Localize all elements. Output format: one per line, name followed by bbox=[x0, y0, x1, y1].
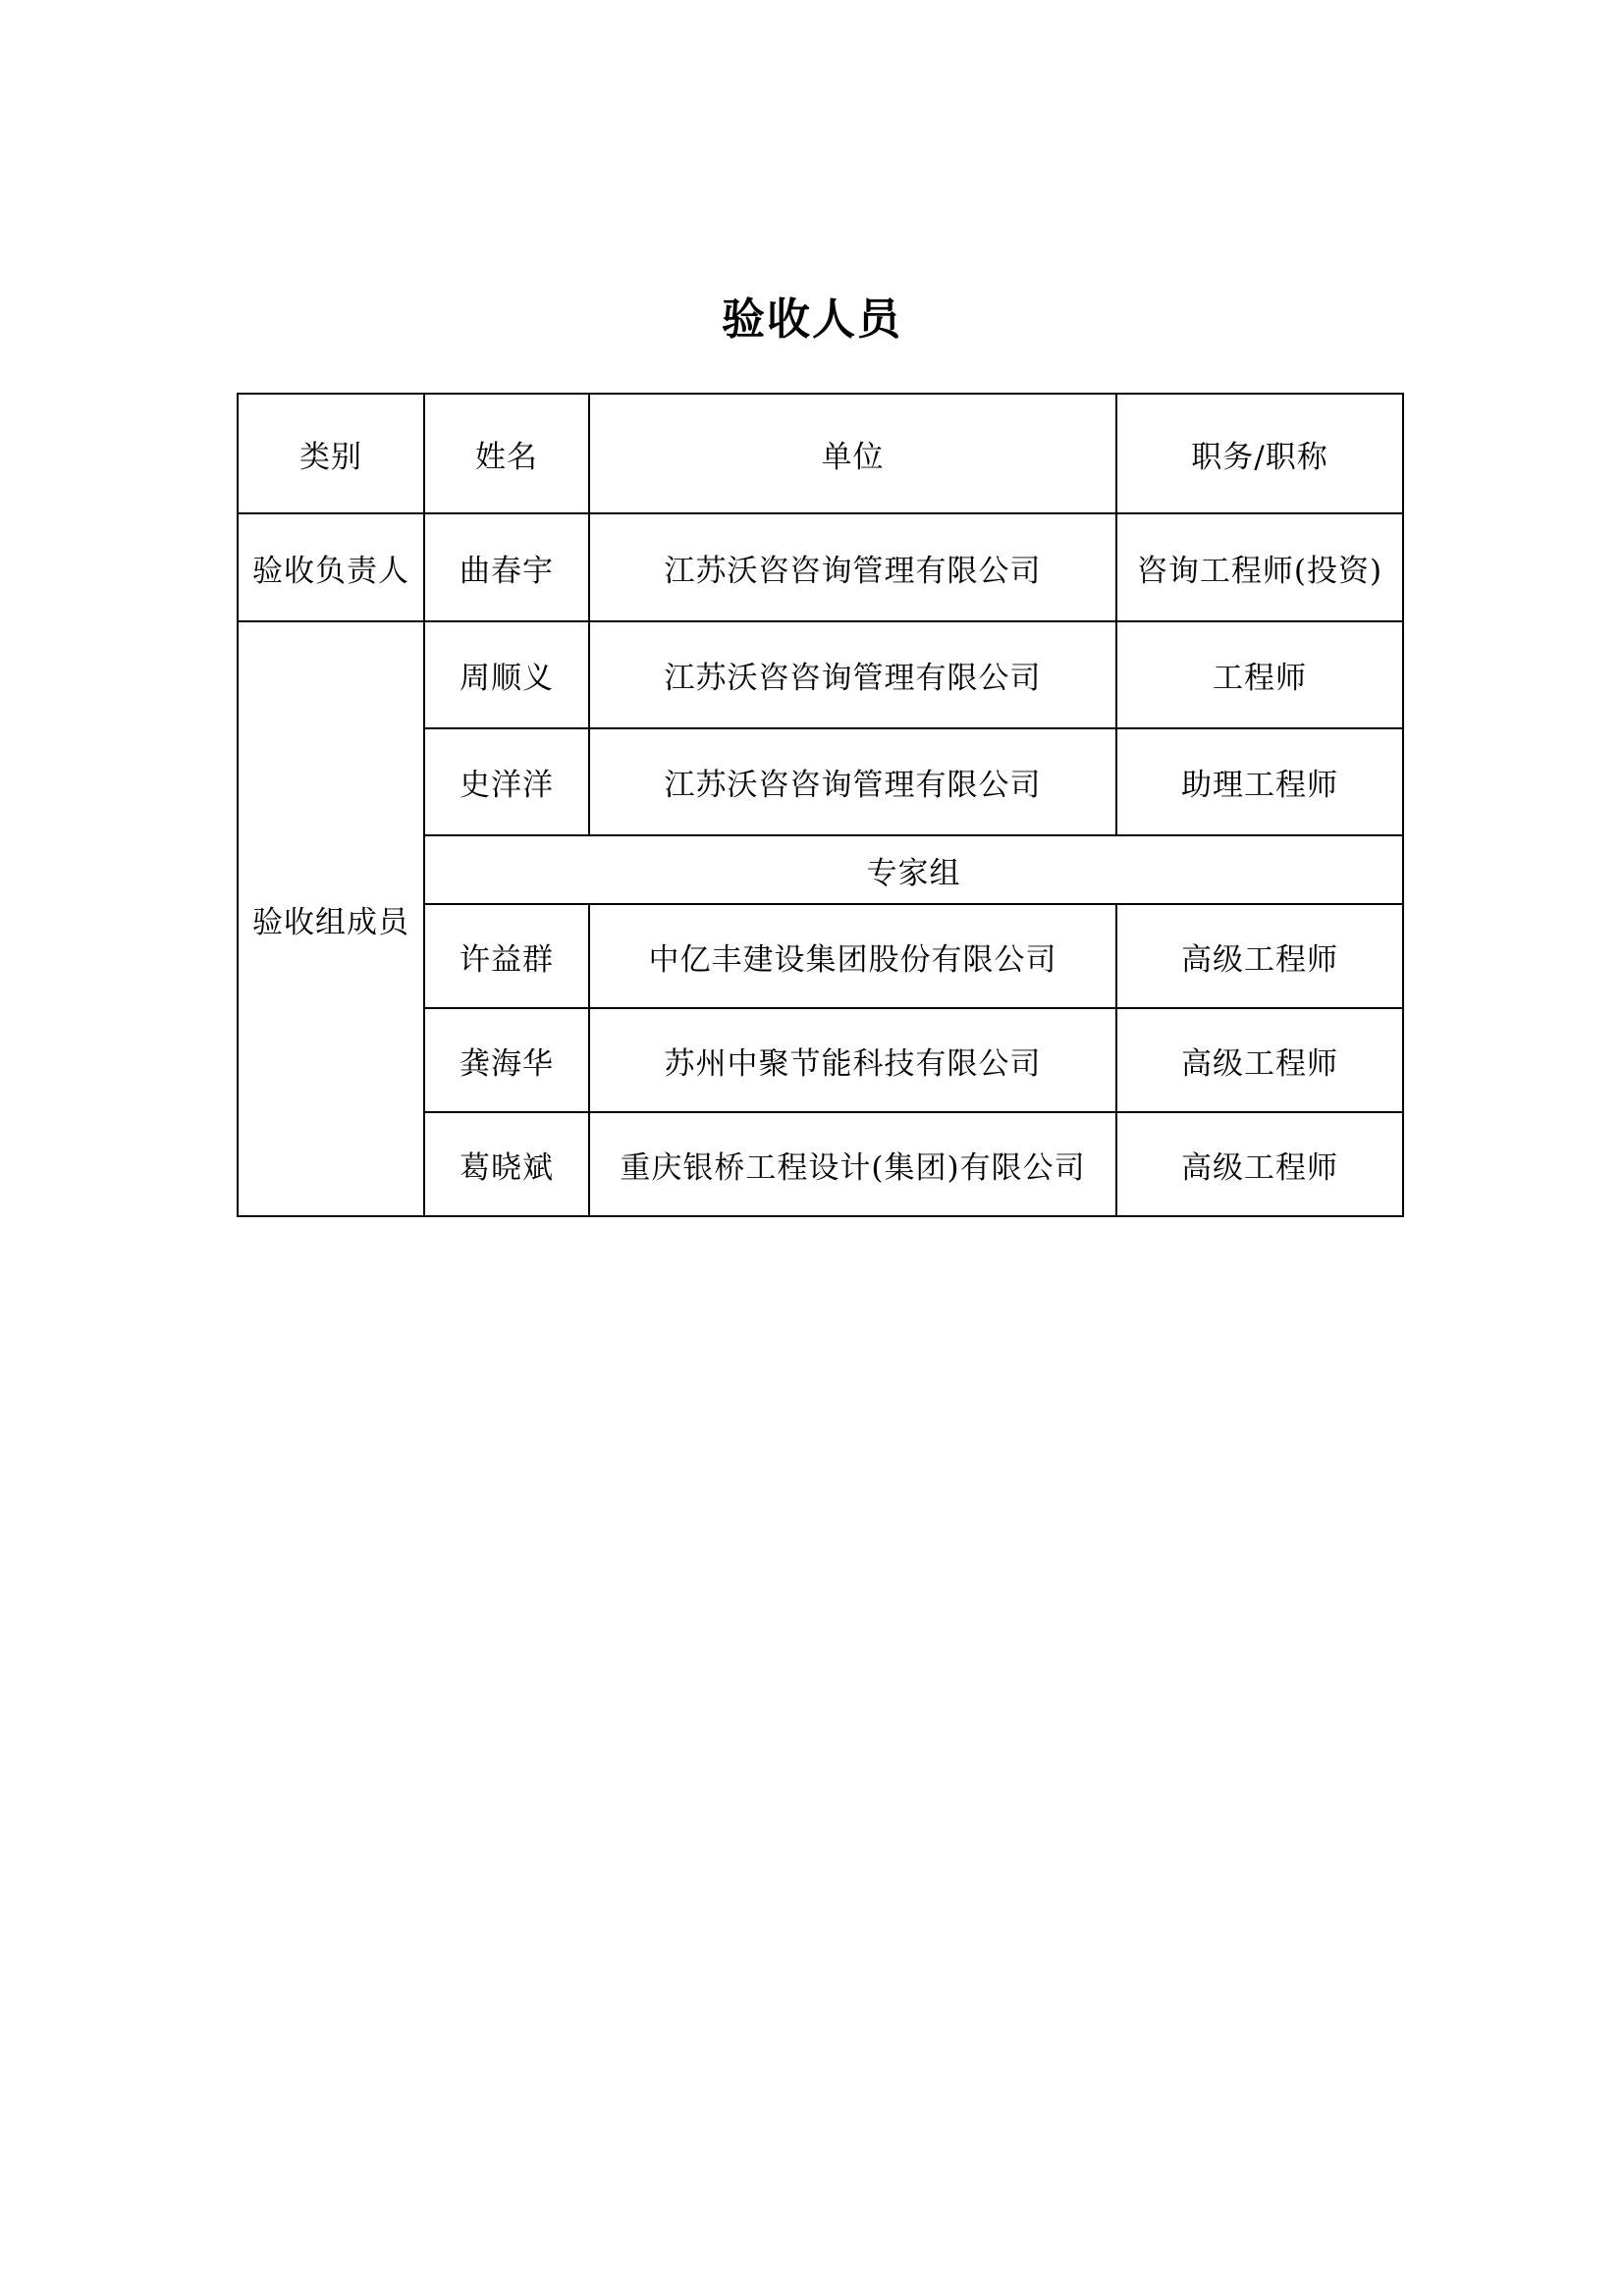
header-name: 姓名 bbox=[424, 394, 589, 513]
header-category: 类别 bbox=[238, 394, 424, 513]
name-cell: 葛晓斌 bbox=[424, 1112, 589, 1216]
expert-group-label: 专家组 bbox=[424, 835, 1403, 904]
table-row bbox=[238, 621, 1403, 728]
name-cell: 许益群 bbox=[424, 904, 589, 1008]
position-cell: 咨询工程师(投资) bbox=[1116, 513, 1403, 621]
position-cell: 助理工程师 bbox=[1116, 728, 1403, 835]
table-header-row bbox=[238, 394, 1403, 513]
position-cell: 工程师 bbox=[1116, 621, 1403, 728]
unit-cell: 江苏沃咨咨询管理有限公司 bbox=[589, 513, 1116, 621]
name-cell: 曲春宇 bbox=[424, 513, 589, 621]
position-cell: 高级工程师 bbox=[1116, 904, 1403, 1008]
header-position: 职务/职称 bbox=[1116, 394, 1403, 513]
page-title: 验收人员 bbox=[722, 294, 902, 345]
header-unit: 单位 bbox=[589, 394, 1116, 513]
unit-cell: 江苏沃咨咨询管理有限公司 bbox=[589, 728, 1116, 835]
unit-cell: 苏州中聚节能科技有限公司 bbox=[589, 1008, 1116, 1112]
name-cell: 龚海华 bbox=[424, 1008, 589, 1112]
name-cell: 周顺义 bbox=[424, 621, 589, 728]
table-row bbox=[238, 513, 1403, 621]
unit-cell: 中亿丰建设集团股份有限公司 bbox=[589, 904, 1116, 1008]
unit-cell: 江苏沃咨咨询管理有限公司 bbox=[589, 621, 1116, 728]
personnel-table bbox=[237, 393, 1404, 1217]
members-category-cell: 验收组成员 bbox=[238, 621, 424, 1216]
unit-cell: 重庆银桥工程设计(集团)有限公司 bbox=[589, 1112, 1116, 1216]
lead-category-cell: 验收负责人 bbox=[238, 513, 424, 621]
position-cell: 高级工程师 bbox=[1116, 1112, 1403, 1216]
name-cell: 史洋洋 bbox=[424, 728, 589, 835]
position-cell: 高级工程师 bbox=[1116, 1008, 1403, 1112]
